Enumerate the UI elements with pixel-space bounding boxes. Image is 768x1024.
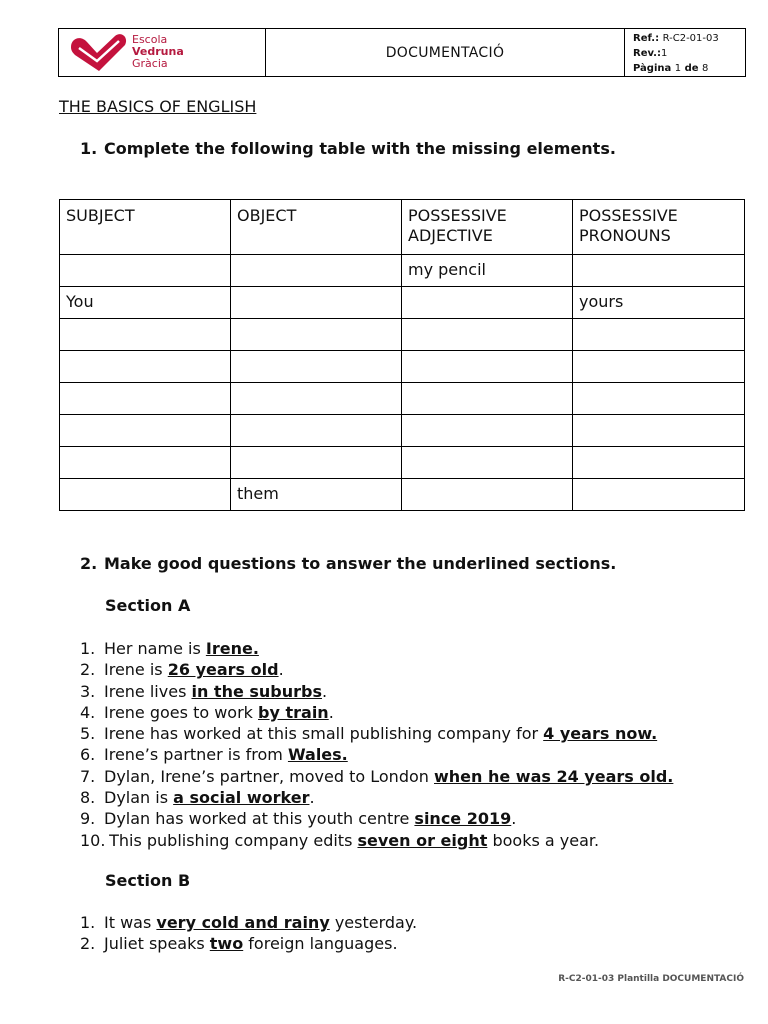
list-item: 8. Dylan is a social worker. (80, 788, 315, 808)
list-item: 6. Irene’s partner is from Wales. (80, 745, 348, 765)
logo-text: Escola Vedruna Gràcia (132, 33, 184, 70)
list-item: 10. This publishing company edits seven or eight books a year. (80, 830, 600, 850)
table-row (60, 319, 745, 351)
table-header: POSSESSIVE ADJECTIVE (402, 200, 573, 255)
table-row (60, 415, 745, 447)
table-cell (402, 479, 573, 511)
section-a-label: Section A (105, 596, 191, 615)
table-header: OBJECT (231, 200, 402, 255)
table-cell (402, 447, 573, 479)
list-item: 1. Her name is Irene. (80, 639, 259, 658)
table-row (60, 383, 745, 415)
table-cell (573, 415, 745, 447)
table-cell (60, 479, 231, 511)
page-footer: R-C2-01-03 Plantilla DOCUMENTACIÓ (558, 974, 744, 984)
table-cell (402, 351, 573, 383)
list-item: 7. Dylan, Irene’s partner, moved to London when he was 24 years old. (80, 766, 674, 786)
list-item: 2. Juliet speaks two foreign languages. (80, 934, 398, 954)
table-header-row (60, 200, 745, 255)
question-1-heading: 1. Complete the following table with the missing elements. (80, 139, 616, 158)
table-cell (573, 479, 745, 511)
table-cell: them (231, 479, 402, 511)
table-cell (231, 383, 402, 415)
table-cell (60, 415, 231, 447)
table-cell (231, 351, 402, 383)
header-title: DOCUMENTACIÓ (266, 29, 625, 76)
table-row (60, 255, 745, 287)
document-meta: Ref.: R-C2-01-03 Rev.:1 Pàgina 1 de 8 (633, 33, 719, 74)
list-item: 4. Irene goes to work by train. (80, 702, 334, 722)
section-a-list (80, 638, 673, 851)
table-cell (231, 255, 402, 287)
table-cell (573, 319, 745, 351)
table-cell (402, 415, 573, 447)
list-item: 2. Irene is 26 years old. (80, 660, 284, 680)
table-cell (573, 447, 745, 479)
table-row (60, 351, 745, 383)
table-row (60, 447, 745, 479)
page-title: THE BASICS OF ENGLISH (59, 97, 257, 116)
question-2-heading: 2. Make good questions to answer the underlined sections. (80, 554, 617, 573)
table-cell (60, 319, 231, 351)
table-row (60, 479, 745, 511)
table-cell: yours (573, 287, 745, 319)
table-header: SUBJECT (60, 200, 231, 255)
pronoun-table (59, 199, 745, 511)
table-cell: You (60, 287, 231, 319)
section-b-list (80, 912, 417, 955)
table-cell: my pencil (402, 255, 573, 287)
table-cell (573, 383, 745, 415)
table-cell (231, 415, 402, 447)
table-cell (60, 383, 231, 415)
table-cell (231, 287, 402, 319)
school-logo (59, 29, 266, 76)
table-cell (402, 287, 573, 319)
table-cell (573, 255, 745, 287)
table-cell (402, 319, 573, 351)
table-cell (60, 351, 231, 383)
section-b-label: Section B (105, 871, 191, 890)
list-item: 1. It was very cold and rainy yesterday. (80, 913, 418, 932)
table-cell (402, 383, 573, 415)
table-cell (231, 447, 402, 479)
table-cell (573, 351, 745, 383)
list-item: 3. Irene lives in the suburbs. (80, 681, 328, 701)
table-cell (60, 447, 231, 479)
table-cell (60, 255, 231, 287)
document-header (58, 28, 746, 77)
list-item: 5. Irene has worked at this small publishing company for 4 years now. (80, 724, 658, 744)
table-row (60, 287, 745, 319)
table-header: POSSESSIVE PRONOUNS (573, 200, 745, 255)
heart-check-icon (67, 33, 129, 73)
table-cell (231, 319, 402, 351)
list-item: 9. Dylan has worked at this youth centre since 2019. (80, 809, 517, 829)
